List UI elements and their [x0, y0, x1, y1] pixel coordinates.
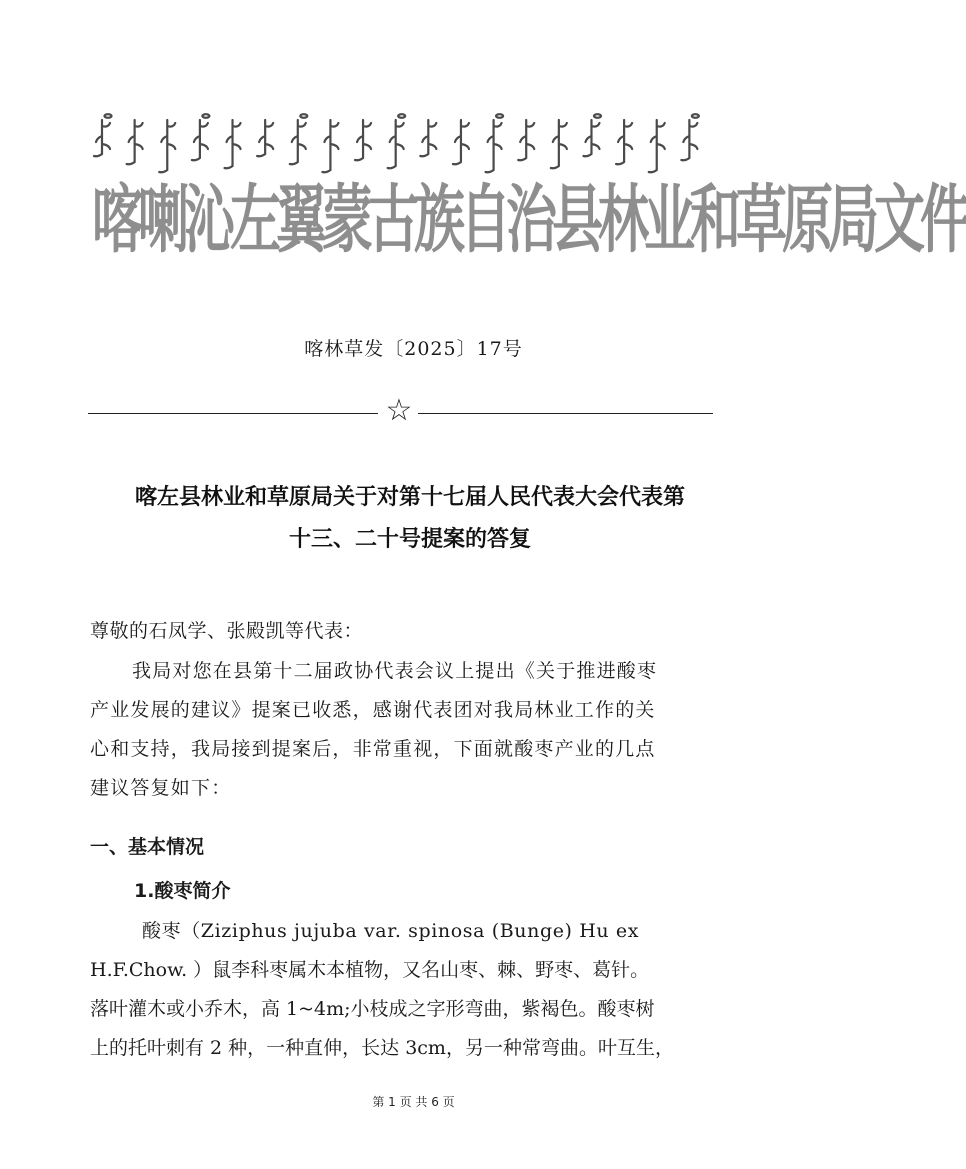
mongolian-glyph-column	[355, 120, 371, 160]
divider-line-left	[88, 413, 378, 414]
paragraph-line: 产业发展的建议》提案已收悉，感谢代表团对我局林业工作的关	[90, 699, 656, 721]
mongolian-glyph-dot	[594, 114, 601, 118]
mongolian-glyph-column	[192, 120, 208, 160]
mongolian-glyph-column	[681, 120, 697, 160]
paragraph-line: 我局对您在县第十二届政协代表会议上提出《关于推进酸枣	[132, 660, 658, 682]
subsection-heading: 1.酸枣简介	[134, 880, 231, 902]
mongolian-glyph-column	[257, 120, 273, 156]
mongolian-glyph-column	[420, 120, 436, 156]
header-divider	[88, 393, 713, 430]
paragraph-intro	[90, 652, 714, 808]
organization-title: 喀喇沁左翼蒙古族自治县林业和草原局文件	[92, 178, 966, 265]
document-title-line-2: 十三、二十号提案的答复	[288, 527, 531, 552]
document-number: 喀林草发〔2025〕17号	[304, 338, 523, 360]
document-title-line-1: 喀左县林业和草原局关于对第十七届人民代表大会代表第	[134, 485, 685, 510]
mongolian-glyph-column	[583, 120, 599, 156]
mongolian-glyph-column	[518, 120, 534, 160]
mongolian-glyph-dot	[496, 114, 503, 118]
paragraph-line: 建议答复如下：	[90, 777, 232, 799]
paragraph-line: 上的托叶刺有 2 种，一种直伸，长达 3cm，另一种常弯曲。叶互生，	[90, 1037, 674, 1059]
mongolian-glyph-column	[94, 120, 110, 156]
star-icon: ☆	[385, 393, 413, 428]
mongolian-glyph-dot	[105, 114, 112, 118]
mongolian-glyph-dot	[692, 114, 699, 118]
salutation: 尊敬的石凤学、张殿凯等代表：	[90, 620, 364, 642]
page-footer: 第 1 页 共 6 页	[372, 1095, 455, 1109]
paragraph-jujube-intro	[90, 912, 715, 1068]
mongolian-glyph-dot	[398, 114, 405, 118]
paragraph-line: 酸枣（Ziziphus jujuba var. spinosa (Bunge) Hu ex	[142, 920, 640, 942]
paragraph-line: H.F.Chow. ）鼠李科枣属木本植物，又名山枣、棘、野枣、葛针。	[90, 959, 650, 981]
mongolian-glyph-dot	[202, 114, 209, 118]
paragraph-line: 落叶灌木或小乔木，高 1~4m;小枝成之字形弯曲，紫褐色。酸枣树	[90, 998, 655, 1020]
divider-line-right	[418, 413, 713, 414]
mongolian-glyph-dot	[300, 114, 307, 118]
paragraph-line: 心和支持，我局接到提案后，非常重视，下面就酸枣产业的几点	[90, 738, 656, 760]
section-heading: 一、基本情况	[90, 836, 205, 858]
